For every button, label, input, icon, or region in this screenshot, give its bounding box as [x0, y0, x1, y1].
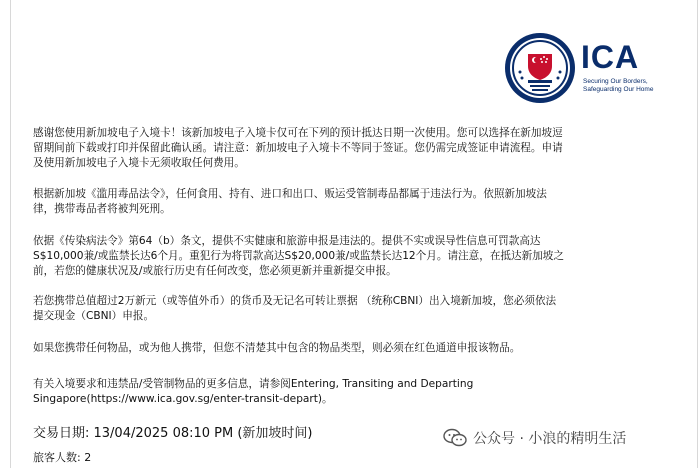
wechat-watermark — [443, 428, 626, 448]
infectious-disease-paragraph: 依据《传染病法令》第64（b）条文，提供不实健康和旅游申报是违法的。提供不实或误导性信息可罚款高达 S$10,000兼/或监禁长达6个月。重犯行为将罚款高达S$20,000兼/或监禁长达12个月。请注意，在抵达新加坡之 前，若您的健康状况及/或旅行历史有任何改变，您必须更新并重新提交申报。 — [33, 235, 564, 277]
ica-logo — [504, 32, 694, 112]
drug-law-paragraph: 根据新加坡《滥用毒品法令》，任何食用、持有、进口和出口、贩运受管制毒品都属于违法行为。依照新加坡法 律，携带毒品者将被判死刑。 — [33, 188, 547, 215]
passenger-count: 旅客人数: 2 — [33, 451, 92, 464]
ica-tagline — [583, 78, 683, 94]
ica-seal-icon — [504, 32, 576, 104]
arrival-card-confirmation-page — [10, 0, 698, 468]
watermark-text: 公众号 · 小浪的精明生活 — [473, 431, 627, 447]
tagline-line-2: Safeguarding Our Home — [583, 86, 654, 93]
wechat-icon — [443, 428, 467, 448]
red-channel-paragraph: 如果您携带任何物品，或为他人携带，但您不清楚其中包含的物品类型，则必须在红色通道申报该物品。 — [33, 342, 521, 354]
more-info-paragraph: 有关入境要求和违禁品/受管制物品的更多信息，请参阅Entering, Transiting and Departing Singapore(https://www.ica.gov.sg/enter-transit-depart)。 — [33, 378, 474, 405]
transaction-date: 交易日期: 13/04/2025 08:10 PM (新加坡时间) — [33, 426, 313, 441]
ica-brand-text: ICA — [581, 39, 640, 75]
cbni-paragraph: 若您携带总值超过2万新元（或等值外币）的货币及无记名可转让票据 （统称CBNI）出入境新加坡，您必须依法 提交现金（CBNI）申报。 — [33, 295, 557, 322]
tagline-line-1: Securing Our Borders, — [583, 78, 648, 85]
welcome-paragraph: 感谢您使用新加坡电子入境卡！该新加坡电子入境卡仅可在下列的预计抵达日期一次使用。您可以选择在新加坡逗 留期间前下载或打印并保留此确认函。请注意：新加坡电子入境卡不等同于签证。您仍需完成签证申请流程。申请 及使用新加坡电子入境卡无须收取任何费用。 — [33, 127, 563, 169]
